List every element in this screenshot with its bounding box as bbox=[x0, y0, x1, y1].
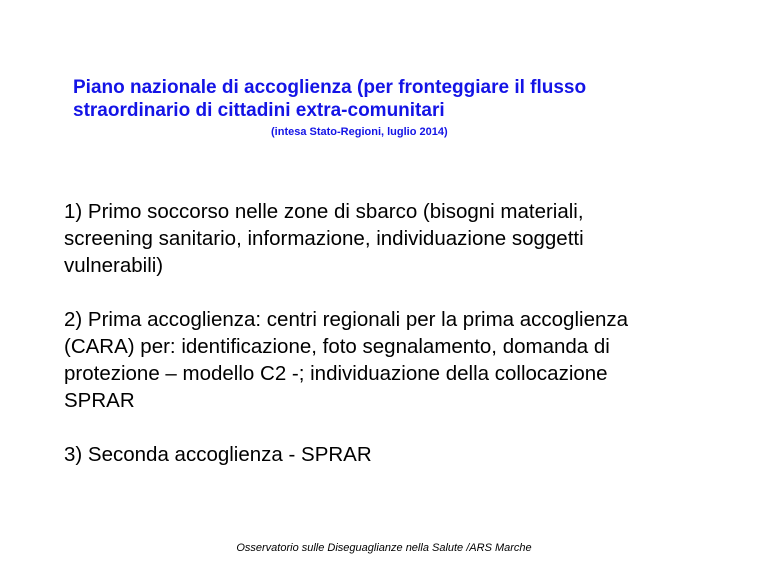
point-line: SPRAR bbox=[64, 389, 135, 412]
slide-footer: Osservatorio sulle Diseguaglianze nella Salute /ARS Marche bbox=[236, 542, 532, 554]
point-line: 3) Seconda accoglienza - SPRAR bbox=[64, 443, 372, 466]
point-line: 2) Prima accoglienza: centri regionali per la prima accoglienza bbox=[64, 308, 629, 331]
slide-title bbox=[73, 76, 713, 122]
point-line: vulnerabili) bbox=[64, 254, 164, 277]
point-line: (CARA) per: identificazione, foto segnalamento, domanda di bbox=[64, 335, 610, 358]
slide-title-line: Piano nazionale di accoglienza (per fronteggiare il flusso bbox=[73, 77, 587, 98]
point-first-reception bbox=[64, 306, 724, 414]
slide-body bbox=[64, 198, 724, 495]
point-second-reception bbox=[64, 441, 724, 468]
point-first-aid bbox=[64, 198, 724, 279]
point-line: 1) Primo soccorso nelle zone di sbarco (bisogni materiali, bbox=[64, 200, 584, 223]
point-line: protezione – modello C2 -; individuazione della collocazione bbox=[64, 362, 608, 385]
point-line: screening sanitario, informazione, individuazione soggetti bbox=[64, 227, 584, 250]
slide-title-line: straordinario di cittadini extra-comunitari bbox=[73, 100, 445, 121]
slide-subtitle: (intesa Stato-Regioni, luglio 2014) bbox=[271, 126, 448, 138]
